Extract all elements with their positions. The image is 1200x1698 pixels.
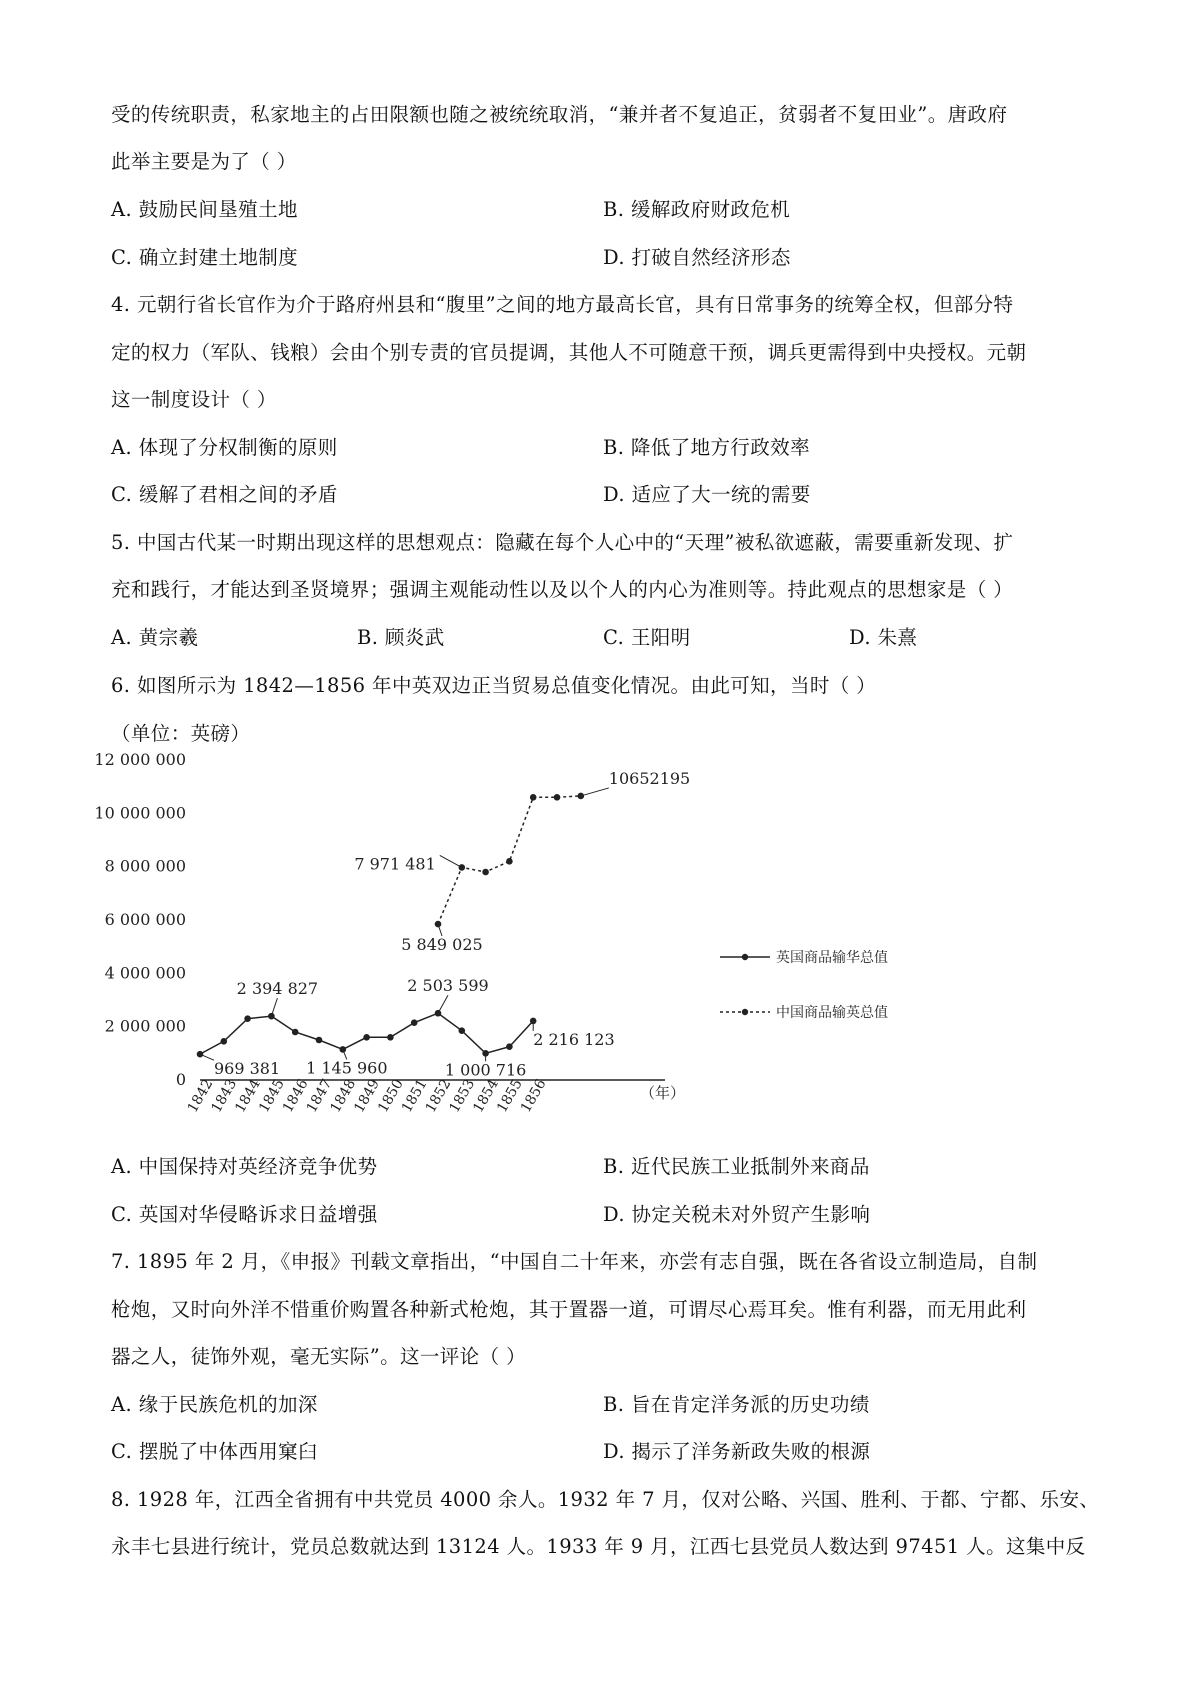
- legend-cn-marker: [742, 1009, 748, 1015]
- x-axis-tick-labels: [185, 1076, 550, 1115]
- q3-option-a[interactable]: A. 鼓励民间垦殖土地: [111, 198, 298, 221]
- q7-option-a[interactable]: A. 缘于民族危机的加深: [111, 1393, 318, 1416]
- legend-cn-label: 中国商品输英总值: [776, 1005, 888, 1021]
- china-exports-point: [506, 858, 513, 865]
- y-tick-label: 12 000 000: [94, 750, 186, 769]
- x-tick-label: 1850: [375, 1076, 407, 1116]
- y-tick-label: 10 000 000: [94, 803, 186, 823]
- q5-stem-line-1: 5. 中国古代某一时期出现这样的思想观点：隐藏在每个人心中的“天理”被私欲遮蔽，需要重新发现、扩: [111, 531, 1014, 554]
- q4-option-d[interactable]: D. 适应了大一统的需要: [603, 483, 811, 506]
- x-tick-label: 1843: [208, 1076, 241, 1116]
- legend: [720, 949, 888, 1021]
- trade-chart: [94, 750, 960, 1116]
- data-label: 2 216 123: [533, 1029, 615, 1049]
- q8-stem-line-2: 永丰七县进行统计，党员总数就达到 13124 人。1933 年 9 月，江西七县党员人数达到 97451 人。这集中反: [111, 1535, 1086, 1558]
- q3-stem-line-1: 受的传统职责，私家地主的占田限额也随之被统统取消，“兼并者不复追正，贫弱者不复田业”。唐政府: [111, 103, 1008, 126]
- x-tick-label: 1856: [517, 1076, 550, 1116]
- q4-option-a[interactable]: A. 体现了分权制衡的原则: [111, 436, 338, 459]
- x-axis-unit: （年）: [640, 1084, 686, 1102]
- annotation-leader: [440, 855, 462, 867]
- annotation-leader: [271, 998, 277, 1016]
- uk-exports-point: [363, 1034, 370, 1041]
- q7-option-b[interactable]: B. 旨在肯定洋务派的历史功绩: [603, 1393, 870, 1416]
- q7-stem-line-1: 7. 1895 年 2 月，《申报》刊载文章指出，“中国自二十年来，亦尝有志自强，既在各省设立制造局，自制: [111, 1250, 1038, 1273]
- y-tick-label: 0: [175, 1070, 186, 1089]
- legend-uk-marker: [742, 954, 748, 960]
- q7-option-d[interactable]: D. 揭示了洋务新政失败的根源: [603, 1440, 871, 1463]
- china-exports-point: [554, 794, 561, 801]
- x-tick-label: 1853: [446, 1076, 479, 1116]
- q4-stem-line-1: 4. 元朝行省长官作为介于路府州县和“腹里”之间的地方最高长官，具有日常事务的统筹全权，但部分特: [111, 293, 1014, 316]
- data-label: 7 971 481: [354, 854, 436, 874]
- q3-option-c[interactable]: C. 确立封建土地制度: [111, 246, 299, 269]
- q6-unit-caption: （单位：英磅）: [111, 722, 251, 745]
- x-tick-label: 1844: [232, 1076, 264, 1116]
- q3-option-d[interactable]: D. 打破自然经济形态: [603, 246, 791, 269]
- x-tick-label: 1847: [303, 1076, 336, 1116]
- q4-option-c[interactable]: C. 缓解了君相之间的矛盾: [111, 483, 338, 506]
- legend-uk-label: 英国商品输华总值: [776, 950, 888, 966]
- data-label: 2 503 599: [407, 976, 489, 996]
- q4-option-b[interactable]: B. 降低了地方行政效率: [603, 436, 811, 459]
- uk-exports-point: [244, 1015, 251, 1022]
- china-exports-point: [482, 869, 489, 876]
- q6-stem-line-1: 6. 如图所示为 1842—1856 年中英双边正当贸易总值变化情况。由此可知，当时（ ）: [111, 674, 877, 697]
- data-annotations: [200, 769, 690, 1079]
- q5-option-c[interactable]: C. 王阳明: [603, 626, 691, 649]
- x-tick-label: 1854: [470, 1076, 502, 1116]
- q6-option-c[interactable]: C. 英国对华侵略诉求日益增强: [111, 1203, 378, 1226]
- uk-exports-point: [221, 1038, 228, 1045]
- q3-stem-line-2: 此举主要是为了（ ）: [111, 150, 297, 173]
- y-tick-label: 2 000 000: [104, 1016, 186, 1036]
- q5-option-a[interactable]: A. 黄宗羲: [111, 626, 199, 649]
- x-tick-label: 1845: [256, 1076, 288, 1116]
- x-tick-label: 1855: [494, 1076, 526, 1116]
- x-tick-label: 1842: [184, 1076, 217, 1116]
- china-exports-point: [530, 794, 537, 801]
- y-axis-tick-labels: [94, 750, 186, 1089]
- q7-option-c[interactable]: C. 摆脱了中体西用窠臼: [111, 1440, 318, 1463]
- x-tick-label: 1851: [398, 1076, 431, 1116]
- q7-stem-line-3: 器之人，徒饰外观，毫无实际”。这一评论（ ）: [111, 1345, 526, 1368]
- uk-exports-point: [316, 1037, 323, 1044]
- q6-option-d[interactable]: D. 协定关税未对外贸产生影响: [603, 1203, 871, 1226]
- y-tick-label: 4 000 000: [104, 963, 186, 983]
- x-tick-label: 1846: [279, 1076, 312, 1116]
- uk-exports-point: [506, 1043, 513, 1050]
- annotation-leader: [438, 995, 448, 1013]
- data-label: 1 000 716: [444, 1060, 527, 1080]
- q5-option-d[interactable]: D. 朱熹: [849, 626, 918, 649]
- data-label: 969 381: [214, 1059, 281, 1079]
- q3-option-b[interactable]: B. 缓解政府财政危机: [603, 198, 791, 221]
- q5-stem-line-2: 充和践行，才能达到圣贤境界；强调主观能动性以及以个人的内心为准则等。持此观点的思想家是（ ）: [111, 578, 1014, 601]
- data-label: 2 394 827: [236, 979, 319, 999]
- x-tick-label: 1852: [422, 1076, 455, 1116]
- china-exports-point: [459, 864, 466, 871]
- x-tick-label: 1849: [351, 1076, 383, 1116]
- q6-option-b[interactable]: B. 近代民族工业抵制外来商品: [603, 1155, 870, 1178]
- q7-stem-line-2: 枪炮，又时向外洋不惜重价购置各种新式枪炮，其于置器一道，可谓尽心焉耳矣。惟有利器，而无用此利: [111, 1298, 1027, 1321]
- y-tick-label: 6 000 000: [104, 910, 186, 929]
- uk-exports-point: [387, 1034, 394, 1041]
- data-label: 1 145 960: [306, 1058, 388, 1078]
- series-lines: [200, 796, 581, 1054]
- q5-option-b[interactable]: B. 顾炎武: [357, 626, 445, 649]
- q8-stem-line-1: 8. 1928 年，江西全省拥有中共党员 4000 余人。1932 年 7 月，仅对公略、兴国、胜利、于都、宁都、乐安、: [111, 1488, 1100, 1511]
- q6-option-a[interactable]: A. 中国保持对英经济竞争优势: [111, 1155, 378, 1178]
- data-label: 10652195: [608, 768, 691, 788]
- y-tick-label: 8 000 000: [104, 856, 186, 876]
- q4-stem-line-3: 这一制度设计（ ）: [111, 388, 277, 411]
- x-tick-label: 1848: [327, 1076, 360, 1116]
- data-label: 5 849 025: [401, 935, 483, 955]
- annotation-leader: [200, 1054, 214, 1060]
- annotation-leader: [581, 788, 609, 796]
- uk-exports-point: [292, 1029, 299, 1036]
- uk-exports-point: [459, 1027, 466, 1034]
- uk-exports-point: [411, 1019, 418, 1026]
- q4-stem-line-2: 定的权力（军队、钱粮）会由个别专责的官员提调，其他人不可随意干预，调兵更需得到中央授权。元朝: [111, 341, 1027, 364]
